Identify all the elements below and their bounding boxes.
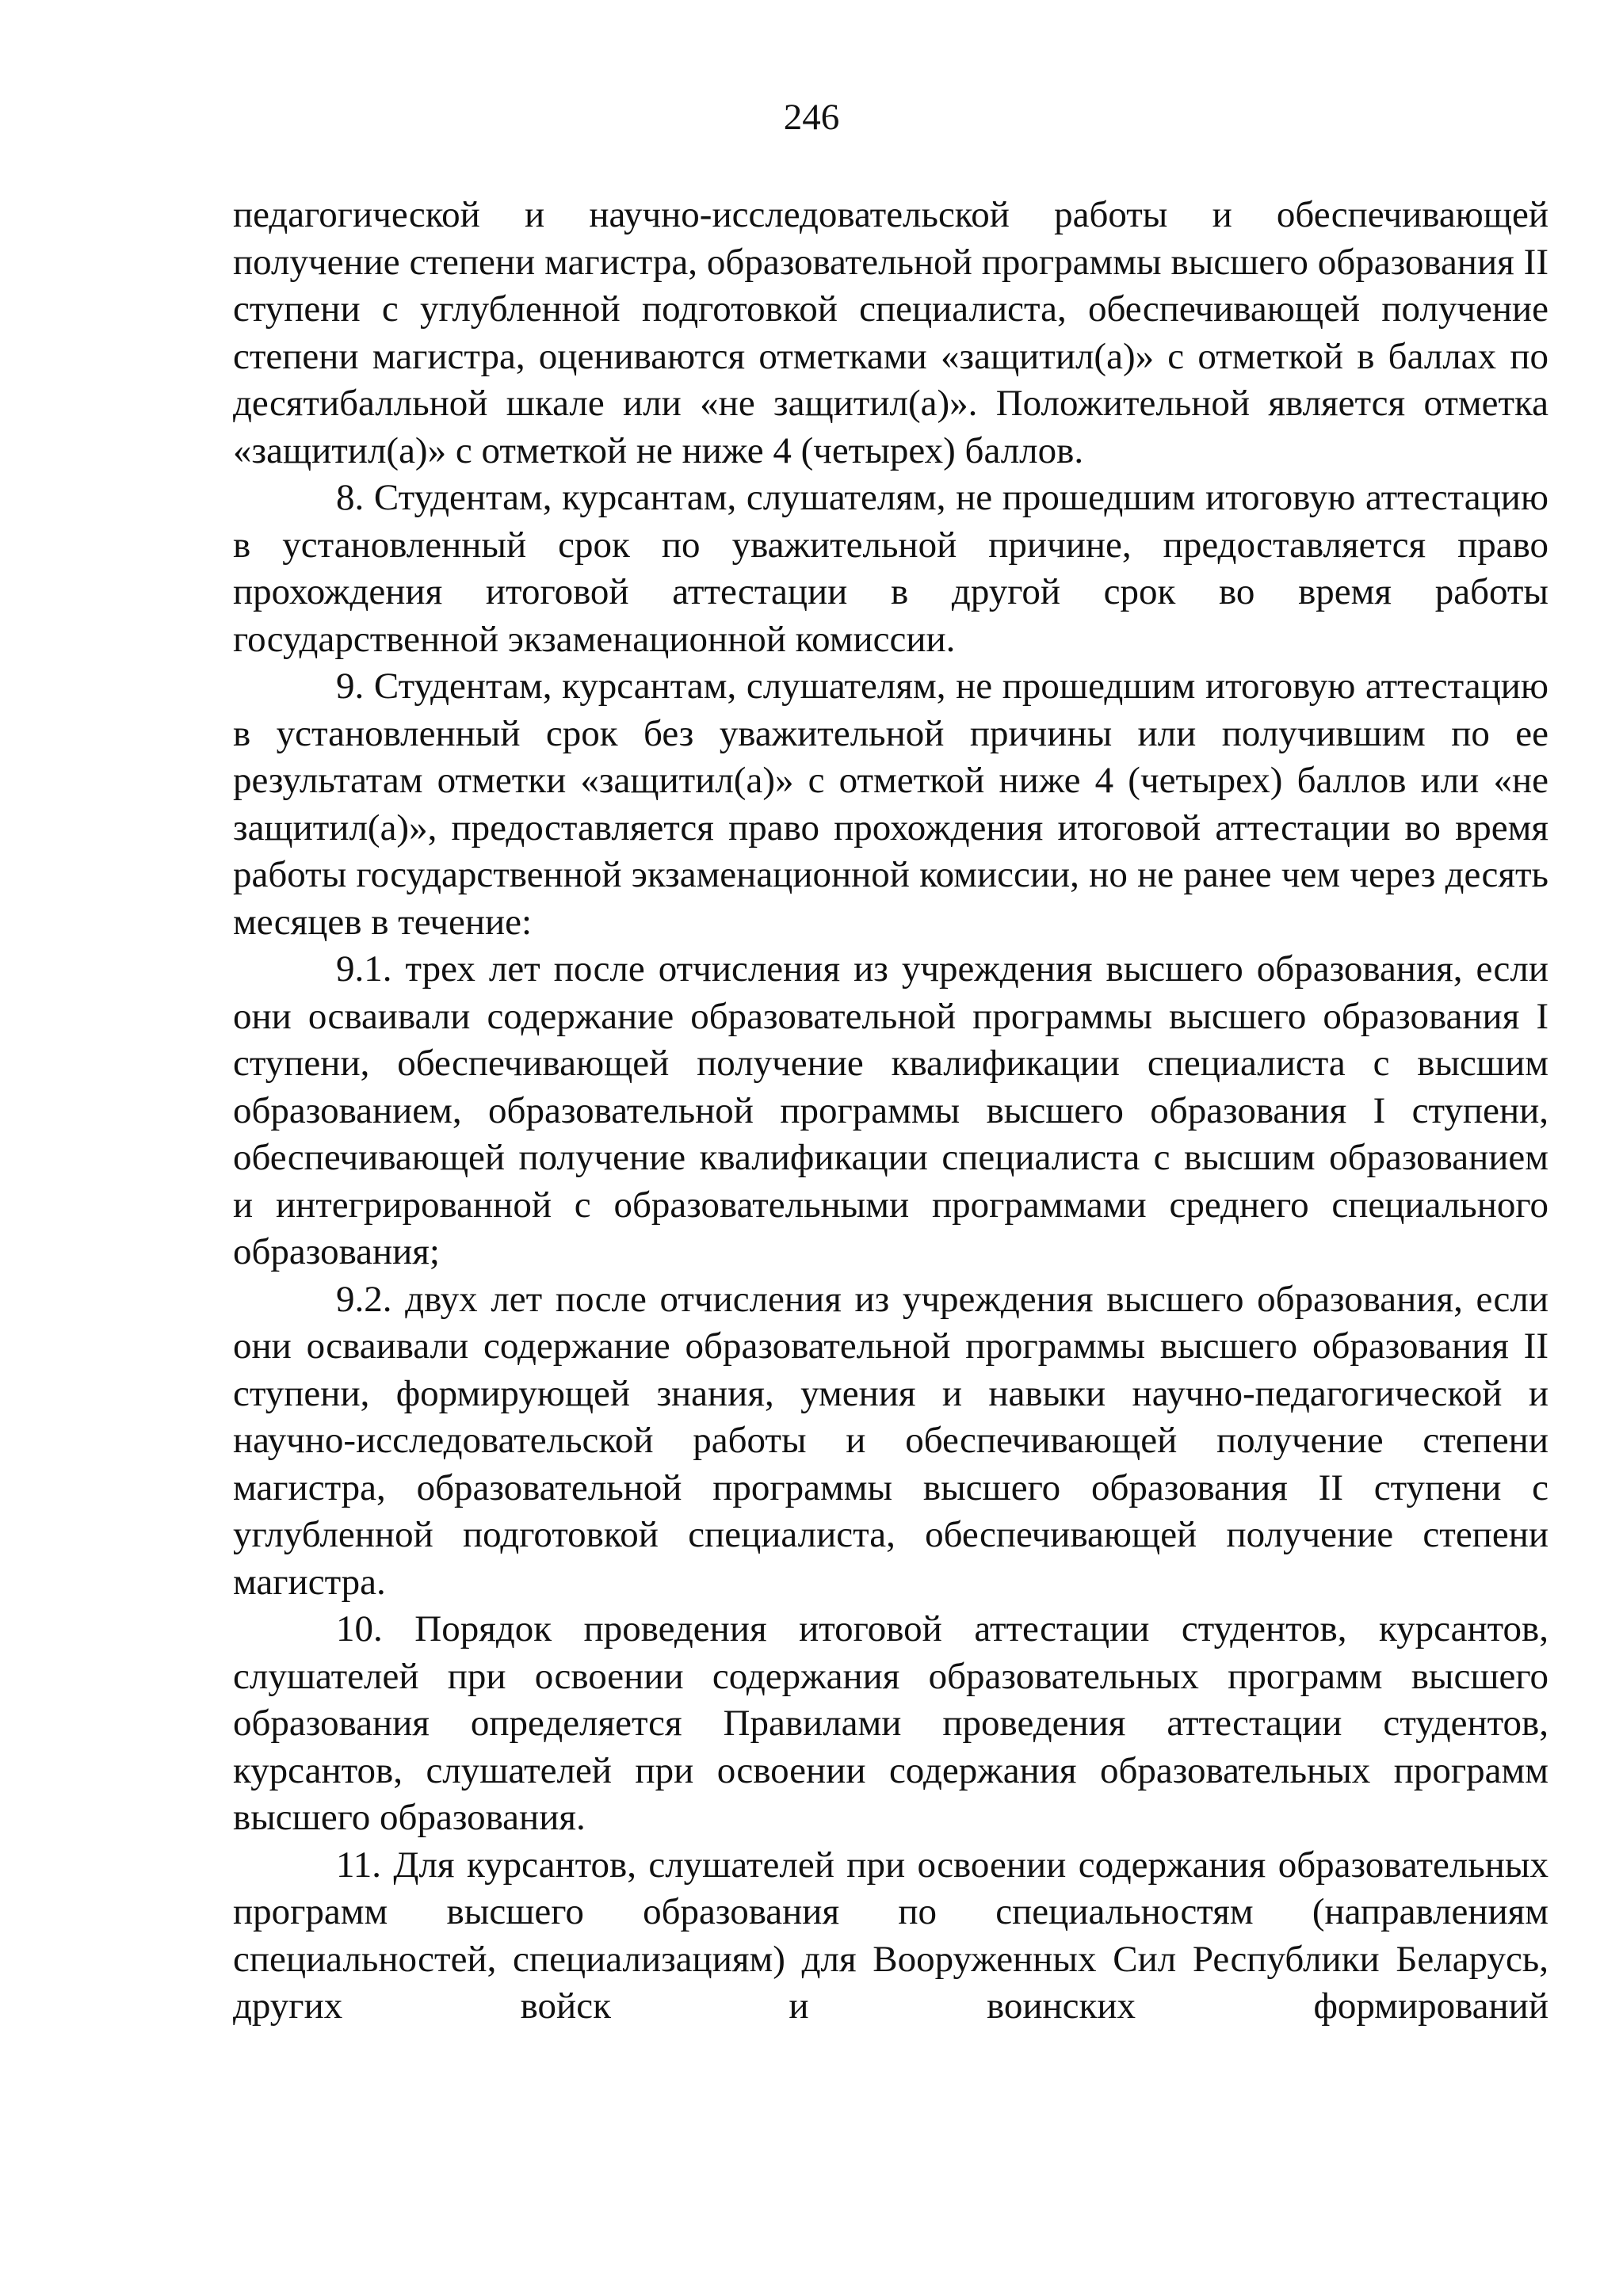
paragraph-item-9-2: 9.2. двух лет после отчисления из учреждения высшего образования, если они осваивали содержание образовательной программы высшего образования II ступени, формирующей знания, умения и навыки научно-педагогической и научно-исследовательской работы и обеспечивающей получение степени магистра, образовательной программы высшего образования II ступени с углубленной подготовкой специалиста, обеспечивающей получение степени магистра.	[233, 1278, 1549, 1603]
page-number: 246	[783, 97, 840, 138]
paragraph-item-8: 8. Студентам, курсантам, слушателям, не прошедшим итоговую аттестацию в установленный срок по уважительной причине, предоставляется право прохождения итоговой аттестации в другой срок во время работы государственной экзаменационной комиссии.	[233, 477, 1549, 660]
paragraph-item-11: 11. Для курсантов, слушателей при освоении содержания образовательных программ высшего образования по специальностям (направлениям специальностей, специализациям) для Вооруженных Сил Республики Беларусь, других войск и воинских формирований	[233, 1844, 1549, 2027]
paragraph-item-10: 10. Порядок проведения итоговой аттестации студентов, курсантов, слушателей при освоении содержания образовательных программ высшего образования определяется Правилами проведения аттестации студентов, курсантов, слушателей при освоении содержания образовательных программ высшего образования.	[233, 1608, 1549, 1838]
document-body	[233, 192, 1549, 2031]
paragraph-item-9-1: 9.1. трех лет после отчисления из учреждения высшего образования, если они осваивали содержание образовательной программы высшего образования I ступени, обеспечивающей получение квалификации специалиста с высшим образованием, образовательной программы высшего образования I ступени, обеспечивающей получение квалификации специалиста с высшим образованием и интегрированной с образовательными программами среднего специального образования;	[233, 948, 1549, 1272]
paragraph-item-9: 9. Студентам, курсантам, слушателям, не прошедшим итоговую аттестацию в установленный срок без уважительной причины или получившим по ее результатам отметки «защитил(а)» с отметкой ниже 4 (четырех) баллов или «не защитил(а)», предоставляется право прохождения итоговой аттестации во время работы государственной экзаменационной комиссии, но не ранее чем через десять месяцев в течение:	[233, 666, 1549, 943]
paragraph-continuation: педагогической и научно-исследовательской работы и обеспечивающей получение степени магистра, образовательной программы высшего образования II ступени с углубленной подготовкой специалиста, обеспечивающей получение степени магистра, оцениваются отметками «защитил(а)» с отметкой в баллах по десятибалльной шкале или «не защитил(а)». Положительной является отметка «защитил(а)» с отметкой не ниже 4 (четырех) баллов.	[233, 194, 1549, 471]
